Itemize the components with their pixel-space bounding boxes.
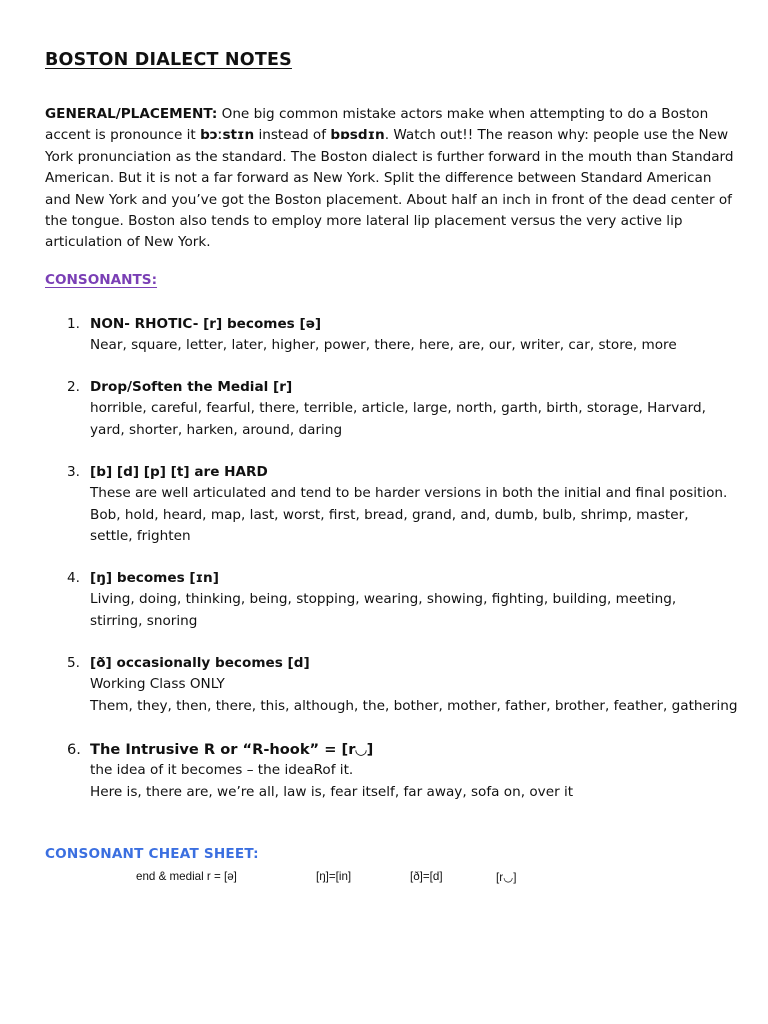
item-number: 5.: [67, 655, 80, 671]
item-line: Working Class ONLY: [90, 676, 225, 693]
item-line: These are well articulated and tend to be harder versions in both the initial and final position.: [90, 485, 728, 502]
item-heading: The Intrusive R or “R-hook” = [r◡]: [90, 741, 374, 758]
item-heading: [ð] occasionally becomes [d]: [90, 655, 310, 671]
intro-text-2: instead of: [254, 127, 331, 144]
item-line: Them, they, then, there, this, although, the, bother, mother, father, brother, feather, gathering: [90, 697, 738, 714]
item-number: 1.: [67, 316, 80, 332]
item-number: 2.: [67, 379, 80, 395]
general-placement-label: GENERAL/PLACEMENT:: [45, 106, 218, 122]
ipa-boston-wrong: bɔːstɪn: [200, 127, 255, 144]
consonants-heading: CONSONANTS:: [45, 272, 158, 288]
list-item: [67, 653, 747, 717]
cheat-sheet-heading: CONSONANT CHEAT SHEET:: [45, 846, 259, 862]
ipa-boston-right: bɒsdɪn: [330, 127, 385, 144]
item-line: horrible, careful, fearful, there, terrible, article, large, north, garth, birth, storage, Harvard,: [90, 400, 706, 417]
item-line: stirring, snoring: [90, 612, 198, 629]
item-line: the idea of it becomes – the ideaRof it.: [90, 762, 354, 779]
item-heading: [b] [d] [p] [t] are HARD: [90, 464, 268, 480]
list-item: [67, 739, 747, 803]
list-item: [67, 568, 747, 632]
list-item: [67, 314, 747, 357]
list-item: [67, 462, 747, 548]
item-line: yard, shorter, harken, around, daring: [90, 421, 343, 438]
intro-text-1: One big common mistake actors make when attempting to do a Boston accent is pronounce it: [45, 106, 709, 144]
item-line: Near, square, letter, later, higher, power, there, here, are, our, writer, car, store, more: [90, 337, 677, 354]
cheat-sheet-entry: end & medial r = [ə]: [136, 870, 237, 883]
item-number: 4.: [67, 570, 80, 586]
item-line: Living, doing, thinking, being, stopping, wearing, showing, fighting, building, meeting,: [90, 591, 677, 608]
intro-text-3: . Watch out!! The reason why: people use the New York pronunciation as the standard. The Boston dialect is further forward in the mouth than Standard American. But it is not a far forward as New York. Split the difference between Standard American and New York and you’ve got the Boston placement. About half an inch in front of the dead center of the tongue. Boston also tends to employ more lateral lip placement versus the very active lip articulation of New York.: [45, 127, 734, 251]
page-title: BOSTON DIALECT NOTES: [45, 50, 292, 70]
item-line: settle, frighten: [90, 528, 191, 545]
list-item: [67, 377, 747, 441]
item-line: Bob, hold, heard, map, last, worst, first, bread, grand, and, dumb, bulb, shrimp, master,: [90, 506, 689, 523]
item-heading: Drop/Soften the Medial [r]: [90, 379, 293, 395]
cheat-sheet-entry: [ŋ]=[in]: [316, 870, 352, 883]
cheat-sheet-entry: [r◡]: [496, 871, 517, 884]
item-heading: NON- RHOTIC- [r] becomes [ə]: [90, 316, 322, 332]
item-number: 6.: [67, 741, 81, 758]
item-heading: [ŋ] becomes [ɪn]: [90, 570, 219, 586]
cheat-sheet-entry: [ð]=[d]: [410, 870, 443, 883]
item-number: 3.: [67, 464, 80, 480]
general-placement-paragraph: [45, 104, 735, 254]
item-line: Here is, there are, we’re all, law is, fear itself, far away, sofa on, over it: [90, 783, 574, 800]
